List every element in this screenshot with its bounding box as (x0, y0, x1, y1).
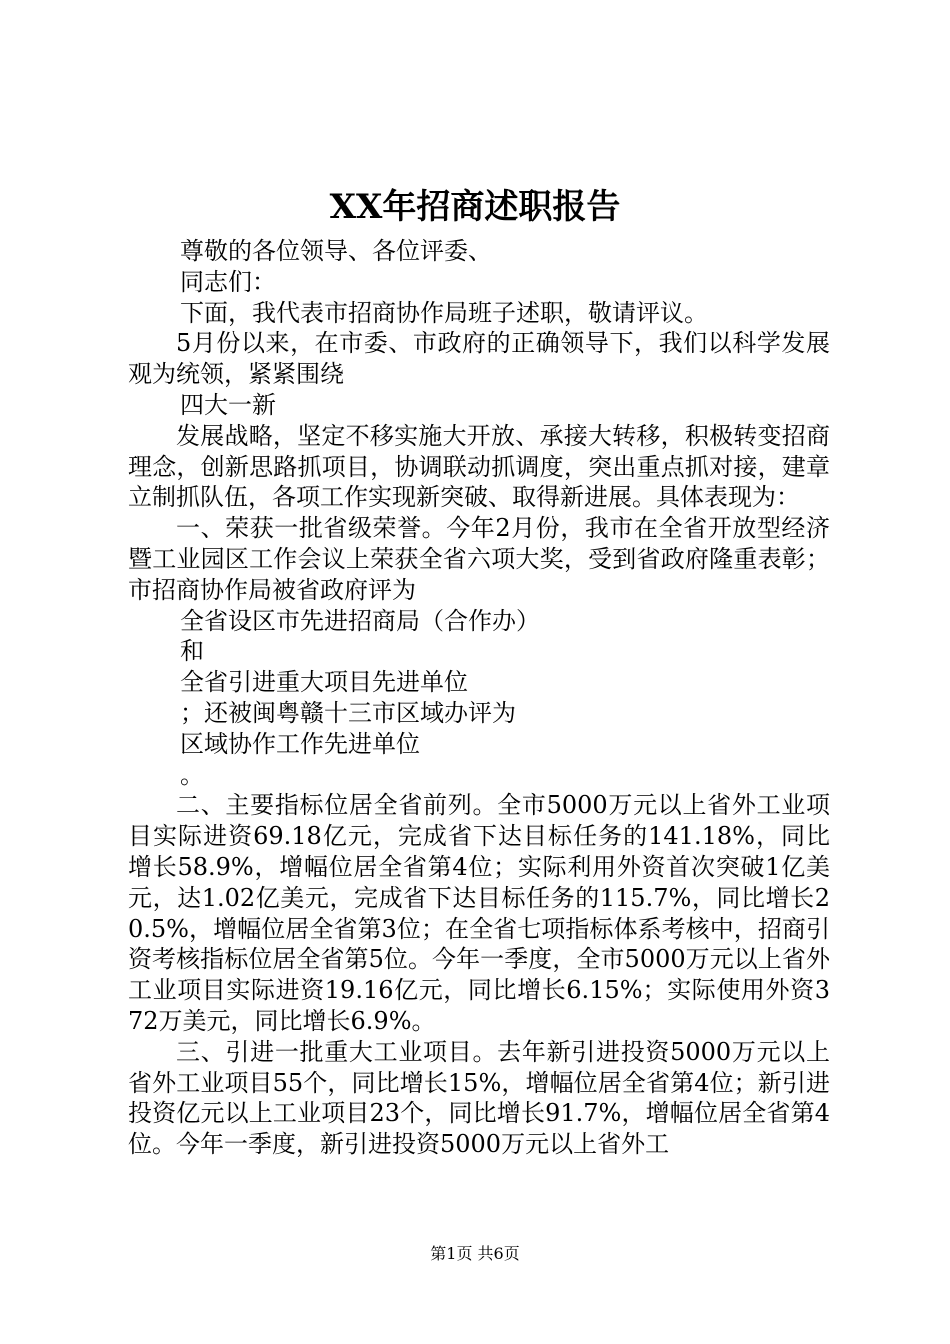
page-footer: 第1页 共6页 (430, 1244, 520, 1263)
award-name: 区域协作工作先进单位 (180, 729, 420, 758)
section-1-paragraph: 一、荣获一批省级荣誉。今年2月份，我市在全省开放型经济暨工业园区工作会议上荣获全省六项大奖，受到省政府隆重表彰；市招商协作局被省政府评为 (128, 514, 830, 604)
punctuation-line: 。 (180, 760, 204, 789)
strategy-name: 四大一新 (180, 390, 276, 419)
conjunction-line: 和 (180, 637, 204, 666)
section-2-paragraph: 二、主要指标位居全省前列。全市5000万元以上省外工业项目实际进资69.18亿元，完成省下达目标任务的141.18%，同比增长58.9%，增幅位居全省第4位；实际利用外资首次突破1亿美元，达1.02亿美元，完成省下达目标任务的115.7%，同比增长20.5%，增幅位居全省第3位；在全省七项指标体系考核中，招商引资考核指标位居全省第5位。今年一季度，全市5000万元以上省外工业项目实际进资19.16亿元，同比增长6.15%；实际使用外资372万美元，同比增长6.9%。 (128, 791, 830, 1035)
salutation-line-2: 同志们： (180, 267, 276, 296)
body-paragraph: 发展战略，坚定不移实施大开放、承接大转移，积极转变招商理念，创新思路抓项目，协调联动抓调度，突出重点抓对接，建章立制抓队伍，各项工作实现新突破、取得新进展。具体表现为： (128, 421, 830, 512)
document-body (128, 236, 830, 1160)
body-paragraph: 5月份以来，在市委、市政府的正确领导下，我们以科学发展观为统领，紧紧围绕 (128, 329, 830, 389)
intro-paragraph: 下面，我代表市招商协作局班子述职，敬请评议。 (180, 298, 708, 327)
salutation-line-1: 尊敬的各位领导、各位评委、 (180, 237, 492, 265)
award-name: 全省设区市先进招商局（合作办） (180, 606, 540, 635)
document-title: XX年招商述职报告 (329, 187, 621, 227)
body-fragment: ；还被闽粤赣十三市区域办评为 (180, 698, 516, 727)
award-name: 全省引进重大项目先进单位 (180, 668, 468, 697)
section-3-paragraph: 三、引进一批重大工业项目。去年新引进投资5000万元以上省外工业项目55个，同比增长15%，增幅位居全省第4位；新引进投资亿元以上工业项目23个，同比增长91.7%，增幅位居全省第4位。今年一季度，新引进投资5000万元以上省外工 (128, 1037, 830, 1159)
